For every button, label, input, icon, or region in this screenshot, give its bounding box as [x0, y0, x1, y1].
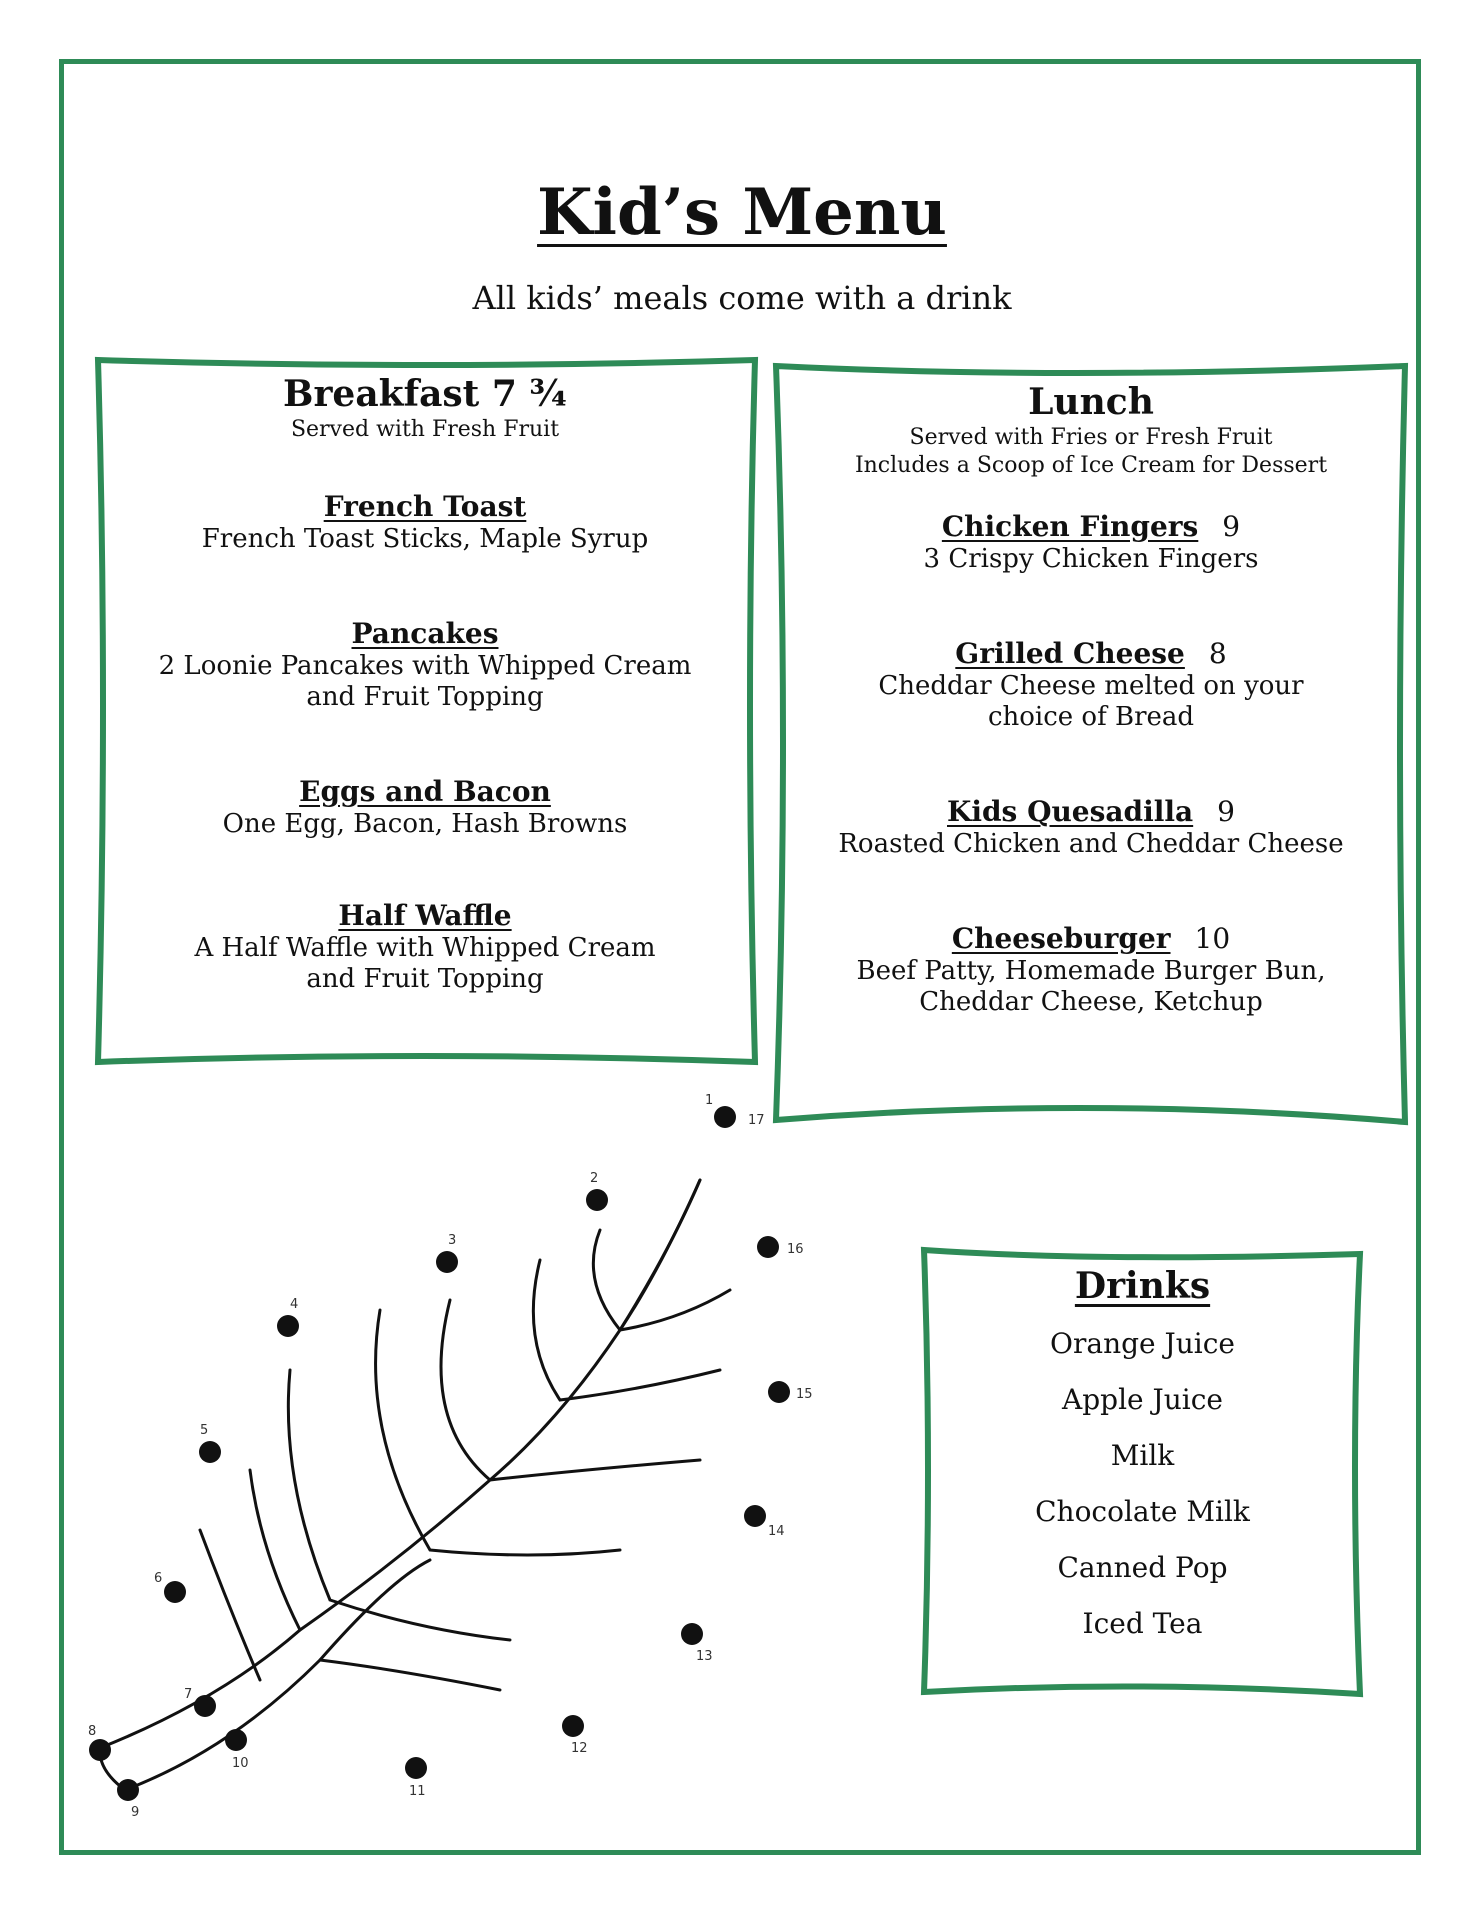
lunch-note-2: Includes a Scoop of Ice Cream for Dessert	[854, 453, 1328, 478]
dot-label-17: 17	[748, 1113, 765, 1128]
dot-6	[164, 1581, 186, 1603]
drink-item: Milk	[1110, 1439, 1175, 1472]
dot-label-16: 16	[787, 1242, 804, 1257]
item-name: French Toast	[323, 490, 527, 523]
dot-15	[768, 1381, 790, 1403]
drink-item: Apple Juice	[1062, 1383, 1223, 1416]
dot-label-7: 7	[184, 1687, 193, 1702]
item-desc: One Egg, Bacon, Hash Browns	[222, 809, 628, 839]
drink-item: Iced Tea	[1082, 1607, 1203, 1640]
dot-13	[681, 1623, 703, 1645]
item-desc: Beef Patty, Homemade Burger Bun,	[856, 956, 1326, 986]
menu-subtitle: All kids’ meals come with a drink	[472, 279, 1012, 317]
item-desc: Cheddar Cheese melted on your	[878, 671, 1304, 701]
drinks-title: Drinks	[1074, 1265, 1211, 1307]
dot-label-11: 11	[409, 1784, 426, 1799]
leaf-veins	[100, 1180, 730, 1790]
item-name: Half Waffle	[338, 899, 512, 932]
dot-16	[757, 1236, 779, 1258]
item-name: Kids Quesadilla	[947, 795, 1194, 828]
dot-label-12: 12	[571, 1741, 588, 1756]
dot-label-15: 15	[796, 1387, 813, 1402]
item-name: Cheeseburger	[951, 922, 1171, 955]
dot-label-13: 13	[696, 1649, 713, 1664]
item-price: 8	[1208, 637, 1227, 670]
dot-label-2: 2	[590, 1171, 599, 1186]
breakfast-title: Breakfast 7 ¾	[283, 373, 567, 415]
dot-9	[117, 1779, 139, 1801]
item-price: 9	[1222, 510, 1241, 543]
item-name: Eggs and Bacon	[299, 775, 551, 808]
dot-11	[405, 1757, 427, 1779]
dot-2	[586, 1189, 608, 1211]
item-name: Chicken Fingers	[941, 510, 1199, 543]
item-desc: Roasted Chicken and Cheddar Cheese	[838, 829, 1344, 859]
item-desc: Cheddar Cheese, Ketchup	[919, 987, 1263, 1017]
item-name: Pancakes	[351, 617, 499, 650]
dot-label-3: 3	[448, 1233, 457, 1248]
dot-label-4: 4	[290, 1297, 299, 1312]
drink-item: Orange Juice	[1050, 1327, 1235, 1360]
item-price: 9	[1217, 795, 1235, 828]
dot-1	[714, 1106, 736, 1128]
item-desc: A Half Waffle with Whipped Cream	[194, 933, 656, 963]
item-name: Grilled Cheese	[955, 637, 1185, 670]
item-desc: and Fruit Topping	[306, 682, 544, 712]
dot-label-5: 5	[200, 1423, 209, 1438]
dot-5	[199, 1441, 221, 1463]
dot-label-14: 14	[768, 1524, 785, 1539]
dot-12	[562, 1715, 584, 1737]
dot-label-1: 1	[705, 1093, 714, 1108]
dot-14	[744, 1505, 766, 1527]
drink-item: Canned Pop	[1057, 1551, 1228, 1584]
dot-3	[436, 1251, 458, 1273]
dot-7	[194, 1695, 216, 1717]
dot-label-6: 6	[154, 1571, 163, 1586]
breakfast-note: Served with Fresh Fruit	[290, 417, 560, 442]
item-desc: choice of Bread	[987, 702, 1195, 732]
dot-10	[225, 1729, 247, 1751]
dot-label-9: 9	[131, 1805, 140, 1820]
dot-label-8: 8	[88, 1724, 97, 1739]
dot-8	[89, 1739, 111, 1761]
lunch-note-1: Served with Fries or Fresh Fruit	[909, 425, 1273, 450]
dot-4	[277, 1315, 299, 1337]
item-price: 10	[1194, 922, 1231, 955]
item-desc: and Fruit Topping	[306, 964, 544, 994]
drink-item: Chocolate Milk	[1035, 1495, 1250, 1528]
lunch-title: Lunch	[1028, 381, 1154, 423]
item-desc: 2 Loonie Pancakes with Whipped Cream	[158, 651, 692, 681]
item-desc: 3 Crispy Chicken Fingers	[923, 544, 1259, 574]
dot-label-10: 10	[232, 1756, 249, 1771]
item-desc: French Toast Sticks, Maple Syrup	[201, 524, 649, 554]
menu-title: Kid’s Menu	[537, 175, 947, 250]
